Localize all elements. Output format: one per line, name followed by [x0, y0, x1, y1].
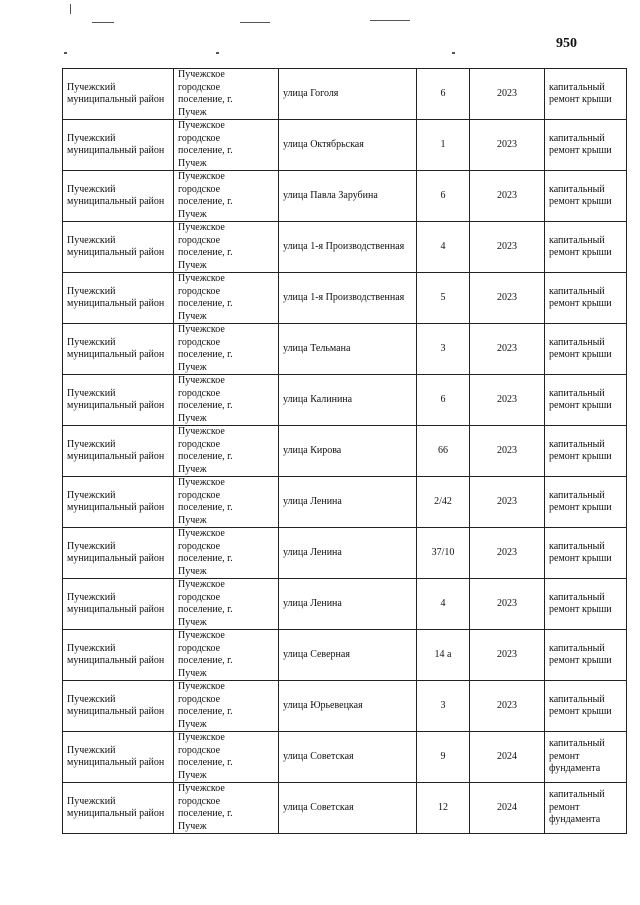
year-cell: 2023	[470, 579, 545, 630]
street-cell: улица Гоголя	[279, 69, 417, 120]
settlement-cell	[174, 273, 279, 324]
district-cell: Пучежский муниципальный район	[63, 69, 174, 120]
settlement-line: Пучеж	[178, 820, 207, 832]
district-cell: Пучежский муниципальный район	[63, 579, 174, 630]
house-number-cell: 2/42	[417, 477, 470, 528]
table-row	[63, 783, 627, 834]
settlement-cell	[174, 732, 279, 783]
district-cell: Пучежский муниципальный район	[63, 681, 174, 732]
district-cell: Пучежский муниципальный район	[63, 477, 174, 528]
scan-marks	[0, 0, 640, 60]
settlement-line: Пучеж	[178, 361, 207, 373]
settlement-line: поселение, г.	[178, 400, 233, 411]
district-cell: Пучежский муниципальный район	[63, 426, 174, 477]
settlement-cell	[174, 375, 279, 426]
work-type-cell: капитальный ремонт фундамента	[545, 732, 627, 783]
house-number-cell: 1	[417, 120, 470, 171]
year-cell: 2023	[470, 681, 545, 732]
settlement-line: Пучежское	[178, 324, 225, 335]
settlement-line: Пучеж	[178, 412, 207, 424]
work-type-cell: капитальный ремонт крыши	[545, 477, 627, 528]
settlement-cell	[174, 426, 279, 477]
street-cell: улица Кирова	[279, 426, 417, 477]
table-row	[63, 681, 627, 732]
street-cell: улица Советская	[279, 732, 417, 783]
house-number-cell: 12	[417, 783, 470, 834]
settlement-line: Пучеж	[178, 157, 207, 169]
settlement-line: поселение, г.	[178, 502, 233, 513]
settlement-line: Пучежское	[178, 171, 225, 182]
work-type-cell: капитальный ремонт крыши	[545, 528, 627, 579]
house-number-cell: 3	[417, 681, 470, 732]
district-cell: Пучежский муниципальный район	[63, 273, 174, 324]
settlement-cell	[174, 783, 279, 834]
street-cell: улица Павла Зарубина	[279, 171, 417, 222]
settlement-cell	[174, 69, 279, 120]
settlement-line: Пучежское	[178, 222, 225, 233]
house-number-cell: 4	[417, 579, 470, 630]
settlement-line: городское	[178, 81, 221, 93]
settlement-line: Пучеж	[178, 565, 207, 577]
settlement-line: Пучеж	[178, 463, 207, 475]
settlement-line: поселение, г.	[178, 247, 233, 258]
settlement-line: Пучеж	[178, 667, 207, 679]
settlement-line: Пучежское	[178, 426, 225, 437]
house-number-cell: 37/10	[417, 528, 470, 579]
settlement-line: городское	[178, 489, 221, 501]
work-type-cell: капитальный ремонт крыши	[545, 681, 627, 732]
settlement-line: городское	[178, 336, 221, 348]
year-cell: 2023	[470, 222, 545, 273]
work-type-cell: капитальный ремонт крыши	[545, 426, 627, 477]
table-row	[63, 732, 627, 783]
work-type-cell: капитальный ремонт крыши	[545, 375, 627, 426]
settlement-line: поселение, г.	[178, 553, 233, 564]
year-cell: 2024	[470, 732, 545, 783]
settlement-line: Пучежское	[178, 375, 225, 386]
table-row	[63, 222, 627, 273]
settlement-line: городское	[178, 387, 221, 399]
district-cell: Пучежский муниципальный район	[63, 732, 174, 783]
street-cell: улица Советская	[279, 783, 417, 834]
street-cell: улица Ленина	[279, 579, 417, 630]
settlement-line: городское	[178, 285, 221, 297]
settlement-line: Пучежское	[178, 273, 225, 284]
settlement-line: городское	[178, 591, 221, 603]
settlement-line: Пучежское	[178, 69, 225, 80]
settlement-cell	[174, 579, 279, 630]
table-row	[63, 324, 627, 375]
table-row	[63, 426, 627, 477]
settlement-line: городское	[178, 183, 221, 195]
settlement-line: поселение, г.	[178, 298, 233, 309]
district-cell: Пучежский муниципальный район	[63, 528, 174, 579]
table-row	[63, 273, 627, 324]
district-cell: Пучежский муниципальный район	[63, 324, 174, 375]
work-type-cell: капитальный ремонт крыши	[545, 69, 627, 120]
work-type-cell: капитальный ремонт крыши	[545, 324, 627, 375]
settlement-line: Пучежское	[178, 681, 225, 692]
year-cell: 2023	[470, 273, 545, 324]
settlement-line: Пучежское	[178, 477, 225, 488]
house-number-cell: 6	[417, 69, 470, 120]
year-cell: 2023	[470, 69, 545, 120]
settlement-line: городское	[178, 795, 221, 807]
table-row	[63, 477, 627, 528]
table-row	[63, 171, 627, 222]
house-number-cell: 6	[417, 171, 470, 222]
settlement-line: поселение, г.	[178, 196, 233, 207]
settlement-line: Пучеж	[178, 106, 207, 118]
street-cell: улица Октябрьская	[279, 120, 417, 171]
year-cell: 2023	[470, 375, 545, 426]
house-number-cell: 66	[417, 426, 470, 477]
table-row	[63, 579, 627, 630]
work-type-cell: капитальный ремонт крыши	[545, 222, 627, 273]
settlement-line: городское	[178, 540, 221, 552]
page-number: 950	[556, 36, 577, 51]
year-cell: 2023	[470, 120, 545, 171]
table-row	[63, 69, 627, 120]
district-cell: Пучежский муниципальный район	[63, 222, 174, 273]
district-cell: Пучежский муниципальный район	[63, 120, 174, 171]
street-cell: улица Калинина	[279, 375, 417, 426]
settlement-line: городское	[178, 642, 221, 654]
street-cell: улица Тельмана	[279, 324, 417, 375]
settlement-line: Пучеж	[178, 616, 207, 628]
street-cell: улица Ленина	[279, 477, 417, 528]
street-cell: улица Юрьевецкая	[279, 681, 417, 732]
house-number-cell: 3	[417, 324, 470, 375]
settlement-line: поселение, г.	[178, 604, 233, 615]
street-cell: улица Ленина	[279, 528, 417, 579]
settlement-line: городское	[178, 438, 221, 450]
settlement-line: городское	[178, 132, 221, 144]
street-cell: улица 1-я Производственная	[279, 222, 417, 273]
table-row	[63, 630, 627, 681]
settlement-line: поселение, г.	[178, 706, 233, 717]
settlement-cell	[174, 222, 279, 273]
settlement-line: Пучежское	[178, 120, 225, 131]
settlement-line: городское	[178, 693, 221, 705]
work-type-cell: капитальный ремонт крыши	[545, 120, 627, 171]
work-type-cell: капитальный ремонт крыши	[545, 171, 627, 222]
settlement-cell	[174, 120, 279, 171]
table-row	[63, 375, 627, 426]
district-cell: Пучежский муниципальный район	[63, 375, 174, 426]
settlement-line: Пучежское	[178, 579, 225, 590]
settlement-line: поселение, г.	[178, 808, 233, 819]
settlement-line: Пучежское	[178, 528, 225, 539]
settlement-cell	[174, 528, 279, 579]
settlement-line: городское	[178, 234, 221, 246]
settlement-line: Пучеж	[178, 208, 207, 220]
district-cell: Пучежский муниципальный район	[63, 630, 174, 681]
year-cell: 2023	[470, 630, 545, 681]
repair-schedule-table	[62, 68, 627, 834]
settlement-line: Пучеж	[178, 259, 207, 271]
settlement-cell	[174, 630, 279, 681]
district-cell: Пучежский муниципальный район	[63, 783, 174, 834]
work-type-cell: капитальный ремонт крыши	[545, 630, 627, 681]
settlement-line: поселение, г.	[178, 145, 233, 156]
year-cell: 2023	[470, 477, 545, 528]
settlement-line: Пучежское	[178, 630, 225, 641]
table-row	[63, 120, 627, 171]
house-number-cell: 5	[417, 273, 470, 324]
settlement-line: Пучеж	[178, 310, 207, 322]
house-number-cell: 6	[417, 375, 470, 426]
settlement-line: поселение, г.	[178, 94, 233, 105]
year-cell: 2023	[470, 528, 545, 579]
table-row	[63, 528, 627, 579]
work-type-cell: капитальный ремонт крыши	[545, 273, 627, 324]
settlement-cell	[174, 477, 279, 528]
year-cell: 2023	[470, 324, 545, 375]
work-type-cell: капитальный ремонт фундамента	[545, 783, 627, 834]
settlement-line: Пучеж	[178, 769, 207, 781]
house-number-cell: 9	[417, 732, 470, 783]
year-cell: 2024	[470, 783, 545, 834]
settlement-line: поселение, г.	[178, 451, 233, 462]
settlement-line: городское	[178, 744, 221, 756]
settlement-line: поселение, г.	[178, 757, 233, 768]
settlement-line: поселение, г.	[178, 349, 233, 360]
settlement-line: Пучежское	[178, 783, 225, 794]
settlement-cell	[174, 324, 279, 375]
settlement-line: Пучеж	[178, 514, 207, 526]
house-number-cell: 4	[417, 222, 470, 273]
work-type-cell: капитальный ремонт крыши	[545, 579, 627, 630]
year-cell: 2023	[470, 171, 545, 222]
settlement-line: Пучежское	[178, 732, 225, 743]
settlement-cell	[174, 681, 279, 732]
settlement-line: Пучеж	[178, 718, 207, 730]
year-cell: 2023	[470, 426, 545, 477]
settlement-cell	[174, 171, 279, 222]
district-cell: Пучежский муниципальный район	[63, 171, 174, 222]
street-cell: улица Северная	[279, 630, 417, 681]
settlement-line: поселение, г.	[178, 655, 233, 666]
house-number-cell: 14 а	[417, 630, 470, 681]
street-cell: улица 1-я Производственная	[279, 273, 417, 324]
